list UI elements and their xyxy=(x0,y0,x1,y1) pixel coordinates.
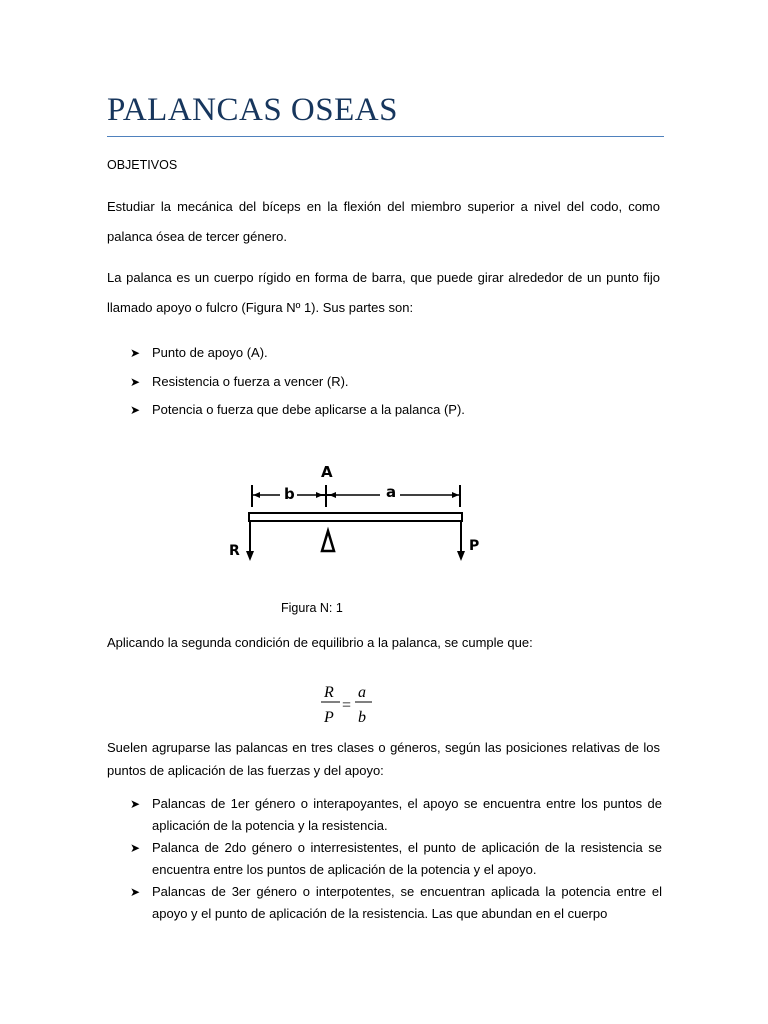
paragraph-objective: Estudiar la mecánica del bíceps en la flexión del miembro superior a nivel del codo, como palanca ósea de tercer género. xyxy=(107,199,660,244)
list-item: ➤ Palanca de 2do género o interresistentes, el punto de aplicación de la resistencia se encuentra entre los puntos de aplicación de la potencia y el apoyo. xyxy=(130,837,662,881)
formula-b: b xyxy=(358,709,366,726)
lever-classes-list xyxy=(130,793,662,925)
label-a: a xyxy=(386,483,397,501)
arrow-bullet-icon: ➤ xyxy=(130,403,141,417)
formula-R: R xyxy=(324,684,334,701)
arrow-bullet-icon: ➤ xyxy=(130,885,141,899)
formula-equals: = xyxy=(342,697,352,714)
lever-parts-list xyxy=(130,339,662,425)
arrow-bullet-icon: ➤ xyxy=(130,374,141,389)
fulcrum-triangle xyxy=(322,531,334,551)
label-P: P xyxy=(469,538,480,554)
list-item: ➤ Potencia o fuerza que debe aplicarse a la palanca (P). xyxy=(130,396,662,425)
list-item: ➤ Punto de apoyo (A). xyxy=(130,339,662,368)
lever-bar xyxy=(249,513,462,521)
paragraph-definition: La palanca es un cuerpo rígido en forma de barra, que puede girar alrededor de un punto fijo llamado apoyo o fulcro (Figura Nº 1). Sus partes son: xyxy=(107,270,660,315)
equilibrium-formula xyxy=(318,682,378,730)
label-A: A xyxy=(321,463,333,481)
arrow-bullet-icon: ➤ xyxy=(130,346,141,360)
figure-caption: Figura N: 1 xyxy=(281,601,343,615)
page-title: PALANCAS OSEAS xyxy=(107,92,398,128)
resistance-arrow xyxy=(246,551,254,561)
arrow-bullet-icon: ➤ xyxy=(130,841,141,855)
paragraph-equilibrium: Aplicando la segunda condición de equilibrio a la palanca, se cumple que: xyxy=(107,635,533,650)
paragraph-classes: Suelen agruparse las palancas en tres clases o géneros, según las posiciones relativas de los puntos de aplicación de las fuerzas y del apoyo: xyxy=(107,740,660,778)
list-item: ➤ Resistencia o fuerza a vencer (R). xyxy=(130,368,662,397)
list-item: ➤ Palancas de 1er género o interapoyantes, el apoyo se encuentra entre los puntos de aplicación de la potencia y la resistencia. xyxy=(130,793,662,837)
list-item: ➤ Palancas de 3er género o interpotentes, se encuentran aplicada la potencia entre el apoyo y el punto de aplicación de la resistencia. Las que abundan en el cuerpo xyxy=(130,881,662,925)
lever-figure xyxy=(225,455,485,585)
objetivos-heading: OBJETIVOS xyxy=(107,158,178,172)
title-underline xyxy=(107,136,664,137)
label-R: R xyxy=(229,543,240,559)
label-b: b xyxy=(284,485,295,503)
formula-a: a xyxy=(358,684,366,701)
arrow-bullet-icon: ➤ xyxy=(130,797,141,811)
potencia-arrow xyxy=(457,551,465,561)
formula-P: P xyxy=(324,709,334,726)
